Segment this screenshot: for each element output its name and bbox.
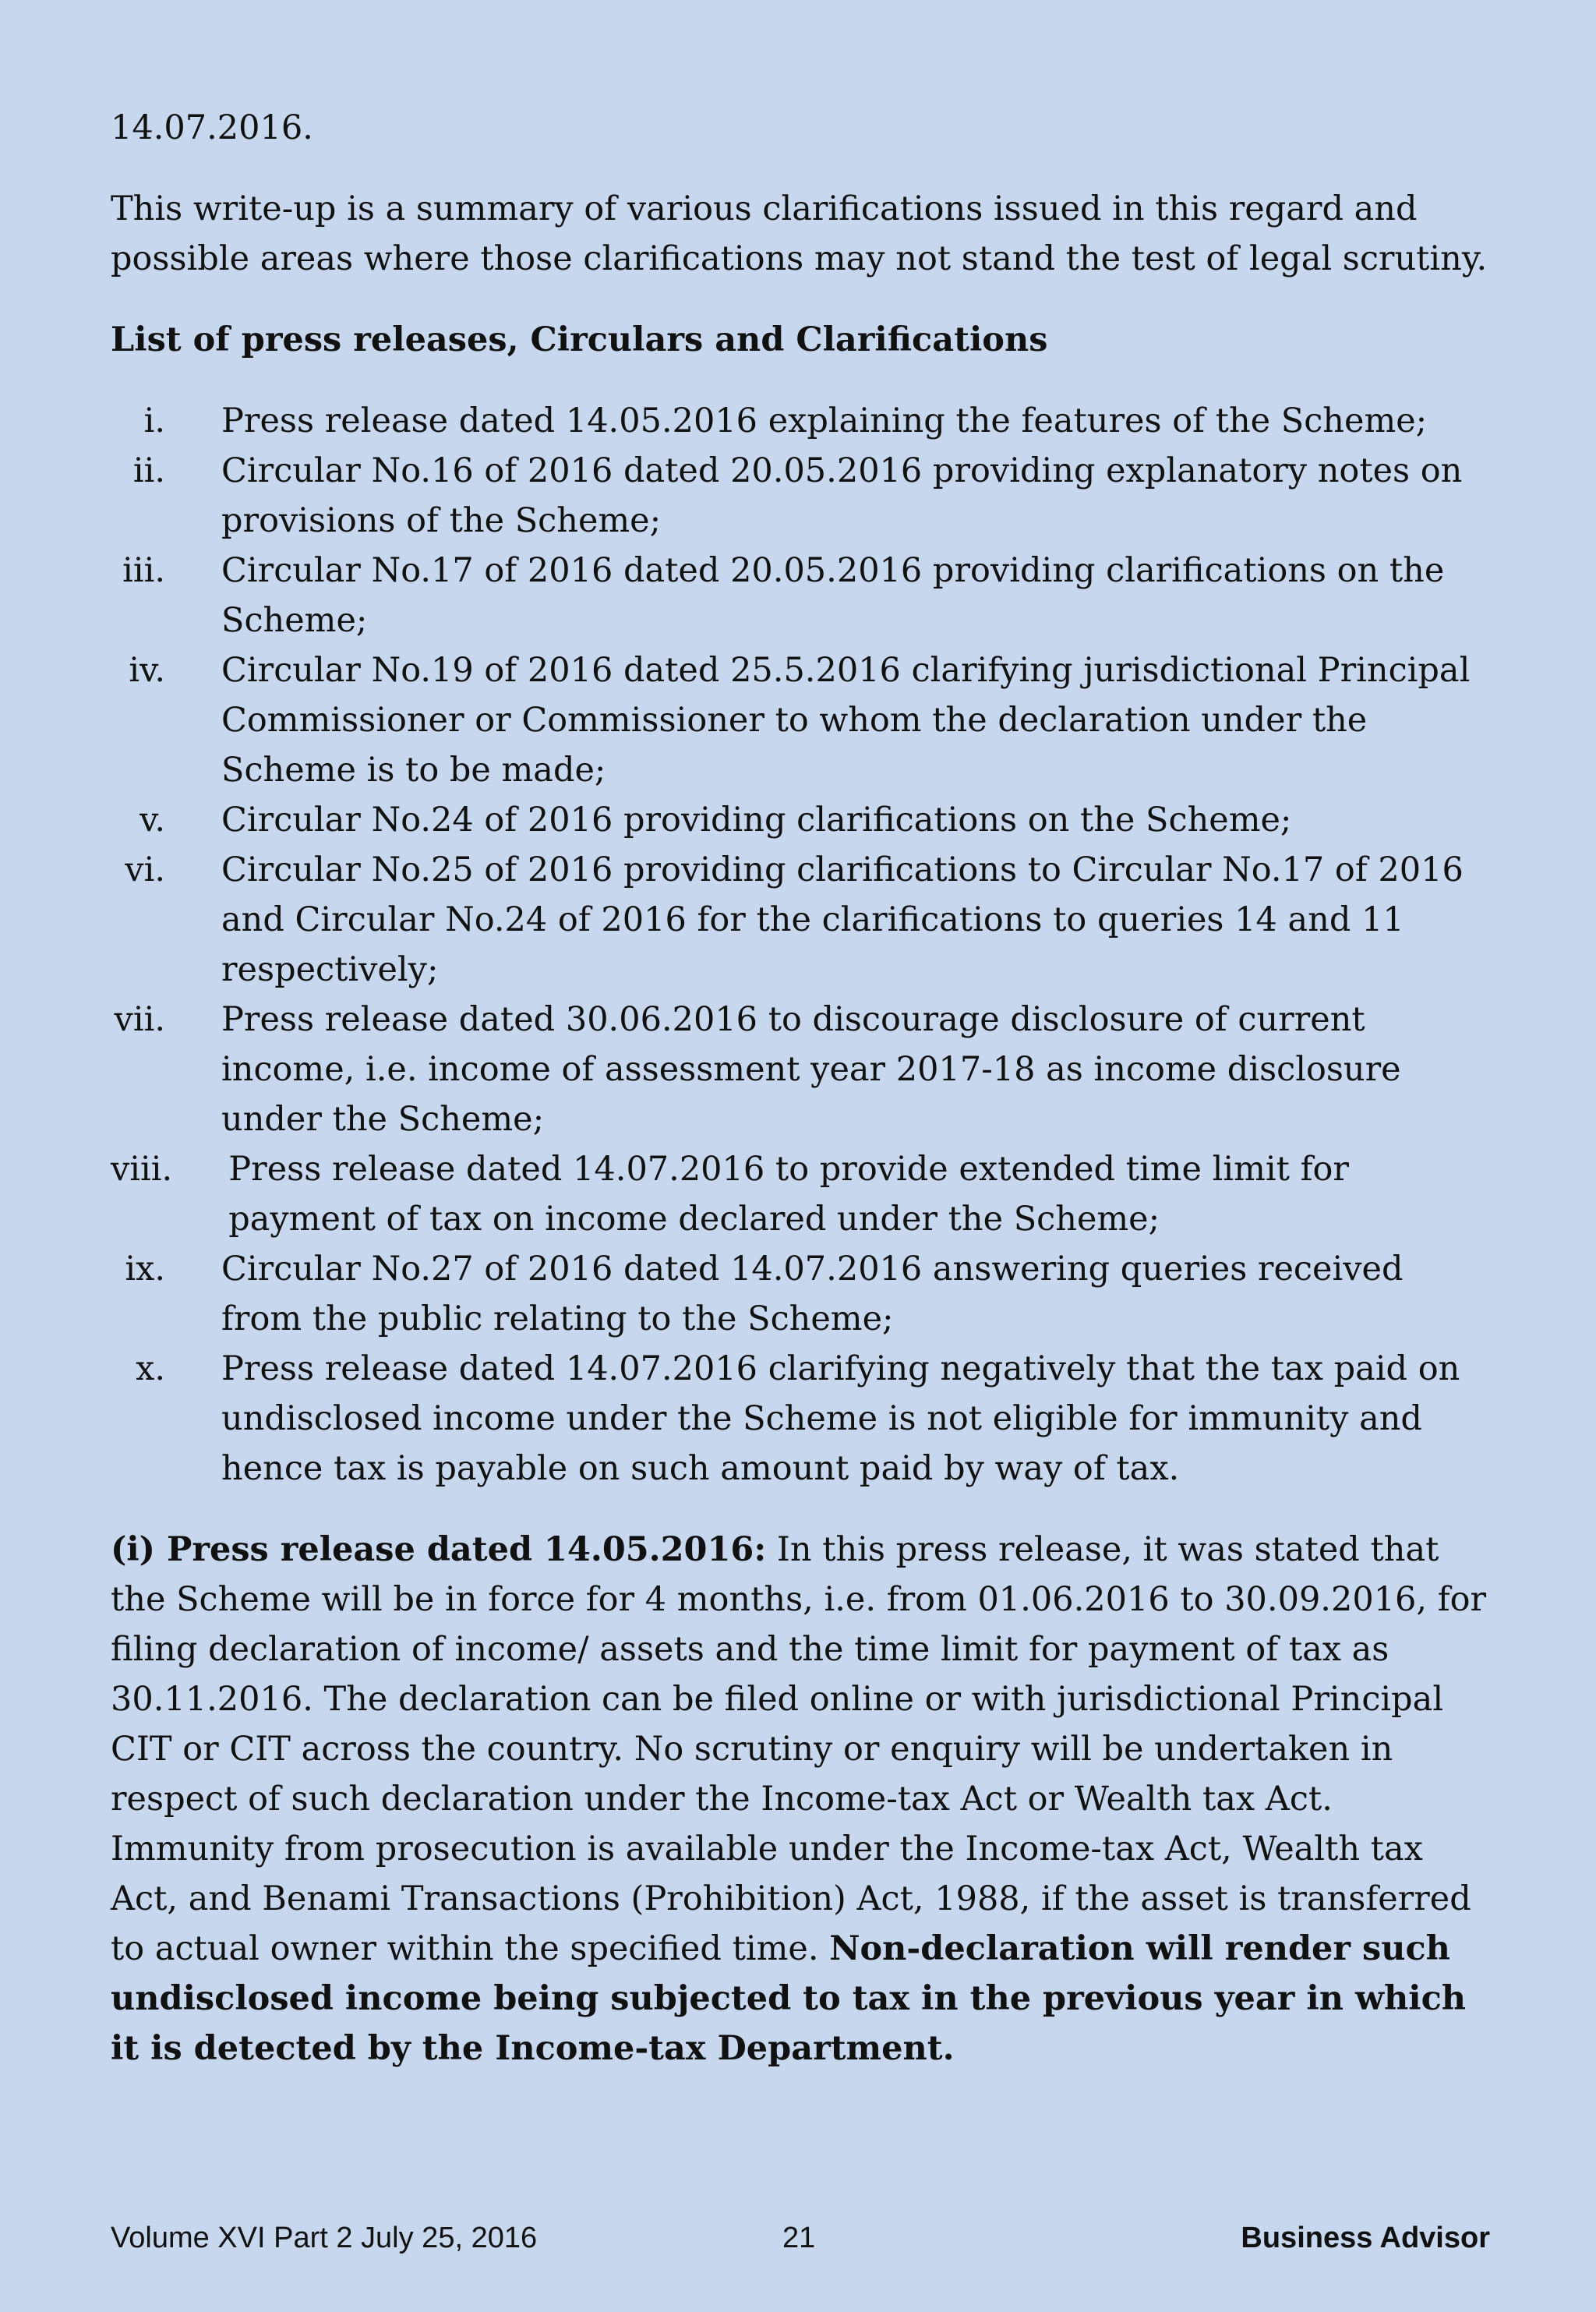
- section-bold-statement: Non-declaration will render such undisclosed income being subjected to tax in the previous year in which it is detected by the Income-tax Department.: [111, 1929, 1467, 2068]
- list-item-number: ii.: [132, 451, 165, 490]
- list-heading: List of press releases, Circulars and Clarifications: [111, 320, 1048, 359]
- list-item-text: Press release dated 30.06.2016 to discourage disclosure of current income, i.e. income of assessment year 2017-18 as income disclosure under the Scheme;: [221, 1000, 1401, 1139]
- footer-volume: Volume XVI Part 2 July 25, 2016: [111, 2222, 538, 2254]
- intro-paragraph: This write-up is a summary of various clarifications issued in this regard and possible areas where those clarifications may not stand the test of legal scrutiny.: [111, 189, 1488, 278]
- list-item: [111, 396, 1490, 446]
- press-release-list: [111, 396, 1490, 1494]
- section-lead: (i) Press release dated 14.05.2016:: [111, 1530, 767, 1569]
- page-footer: [111, 2218, 1490, 2257]
- list-item-text: Press release dated 14.07.2016 to provide extended time limit for payment of tax on income declared under the Scheme;: [228, 1150, 1349, 1239]
- list-item-text: Circular No.16 of 2016 dated 20.05.2016 providing explanatory notes on provisions of the Scheme;: [221, 451, 1463, 540]
- section-paragraph: [111, 1525, 1490, 2073]
- list-item-number: i.: [143, 401, 165, 440]
- list-item-text: Circular No.19 of 2016 dated 25.5.2016 clarifying jurisdictional Principal Commissioner or Commissioner to whom the declaration under the Scheme is to be made;: [221, 651, 1471, 790]
- list-item-number: ix.: [125, 1250, 165, 1289]
- list-item-number: iii.: [122, 551, 165, 590]
- list-item: [111, 795, 1490, 845]
- list-item: [111, 845, 1490, 995]
- list-item-number: viii.: [111, 1150, 173, 1189]
- list-item-number: v.: [139, 801, 165, 840]
- footer-page-number: 21: [782, 2222, 816, 2254]
- list-item: [111, 1244, 1490, 1344]
- list-item: [111, 446, 1490, 546]
- list-item-text: Circular No.17 of 2016 dated 20.05.2016 providing clarifications on the Scheme;: [221, 551, 1445, 640]
- list-item-number: x.: [136, 1349, 165, 1388]
- list-item-number: vi.: [125, 850, 165, 889]
- list-item-number: vii.: [114, 1000, 165, 1039]
- section-body: In this press release, it was stated that the Scheme will be in force for 4 months, i.e. from 01.06.2016 to 30.09.2016, for filing declaration of income/ assets and the time limit for payment of tax as 30.11.2016. The declaration can be filed online or with jurisdictional Principal CIT or CIT across the country. No scrutiny or enquiry will be undertaken in respect of such declaration under the Income-tax Act or Wealth tax Act. Immunity from prosecution is available under the Income-tax Act, Wealth tax Act, and Benami Transactions (Prohibition) Act, 1988, if the asset is transferred to actual owner within the specified time.: [111, 1530, 1487, 1968]
- date-line: 14.07.2016.: [111, 108, 313, 147]
- list-item: [111, 645, 1490, 795]
- list-item-text: Press release dated 14.05.2016 explaining the features of the Scheme;: [221, 401, 1428, 440]
- list-item-text: Circular No.27 of 2016 dated 14.07.2016 answering queries received from the public relating to the Scheme;: [221, 1250, 1404, 1338]
- list-item-number: iv.: [129, 651, 165, 690]
- list-item: [111, 546, 1490, 645]
- list-item: [111, 995, 1490, 1144]
- list-item-text: Circular No.25 of 2016 providing clarifications to Circular No.17 of 2016 and Circular No.24 of 2016 for the clarifications to queries 14 and 11 respectively;: [221, 850, 1464, 989]
- footer-publication: Business Advisor: [1241, 2222, 1490, 2254]
- list-item: [111, 1144, 1490, 1244]
- list-item: [111, 1344, 1490, 1494]
- list-item-text: Circular No.24 of 2016 providing clarifications on the Scheme;: [221, 801, 1292, 840]
- document-body: [111, 103, 1490, 2073]
- list-item-text: Press release dated 14.07.2016 clarifying negatively that the tax paid on undisclosed income under the Scheme is not eligible for immunity and hence tax is payable on such amount paid by way of tax.: [221, 1349, 1460, 1488]
